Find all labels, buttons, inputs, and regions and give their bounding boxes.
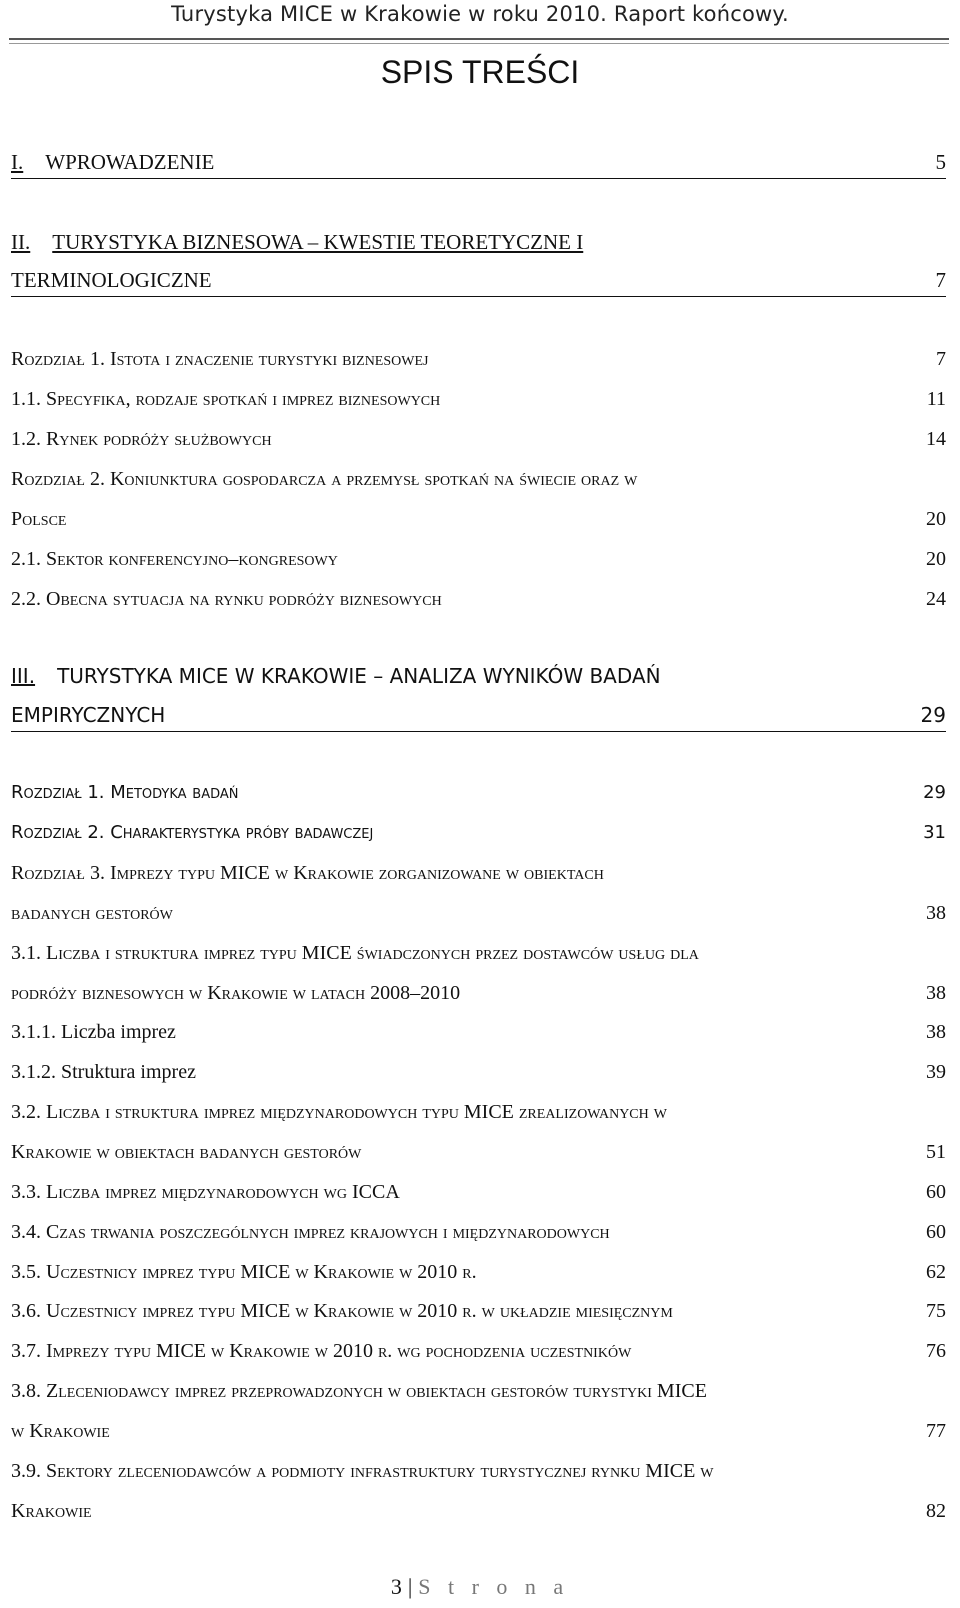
subsection-title: 3.1.1. Liczba imprez — [11, 1021, 176, 1043]
subsection-title: 3.1.2. Struktura imprez — [11, 1061, 196, 1083]
section-title-continued: podróży biznesowych w Krakowie w latach 2008–2010 — [11, 982, 461, 1004]
chapter-title: Rozdział 1. Metodyka badań — [11, 782, 239, 803]
toc-part-3[interactable] — [11, 660, 946, 692]
section-title: 2.2. Obecna sytuacja na rynku podróży biznesowych — [11, 588, 442, 610]
section-title: 3.8. Zleceniodawcy imprez przeprowadzonych w obiektach gestorów turystyki MICE — [11, 1380, 707, 1402]
toc-section[interactable] — [11, 1335, 946, 1367]
part-title-continued: TERMINOLOGICZNE — [11, 268, 212, 292]
page-number: 38 — [926, 902, 946, 924]
section-title: 3.9. Sektory zleceniodawców a podmioty infrastruktury turystycznej rynku MICE w — [11, 1460, 714, 1482]
page-number: 77 — [926, 1420, 946, 1442]
toc-section[interactable] — [11, 937, 946, 969]
part-number: II. — [11, 230, 31, 254]
section-title: 3.4. Czas trwania poszczególnych imprez krajowych i międzynarodowych — [11, 1221, 610, 1243]
section-title: 3.7. Imprezy typu MICE w Krakowie w 2010 r. wg pochodzenia uczestników — [11, 1340, 632, 1362]
toc-chapter[interactable] — [11, 777, 946, 809]
section-title-continued: Krakowie w obiektach badanych gestorów — [11, 1141, 362, 1163]
section-title-continued: Krakowie — [11, 1500, 92, 1522]
page-number: 20 — [926, 508, 946, 530]
toc-section[interactable] — [11, 543, 946, 575]
toc-section[interactable] — [11, 1176, 946, 1208]
toc-part-2[interactable] — [11, 226, 946, 258]
page-number: 29 — [920, 703, 946, 727]
toc-section[interactable] — [11, 1256, 946, 1288]
part-title-continued: EMPIRYCZNYCH — [11, 703, 166, 727]
toc-chapter[interactable] — [11, 817, 946, 849]
toc-chapter-continued[interactable] — [11, 897, 946, 929]
page-number: 7 — [936, 348, 946, 370]
page-number: 20 — [926, 548, 946, 570]
section-title-continued: w Krakowie — [11, 1420, 110, 1442]
toc-chapter[interactable] — [11, 343, 946, 375]
toc-section[interactable] — [11, 1375, 946, 1407]
section-title: 3.6. Uczestnicy imprez typu MICE w Krakowie w 2010 r. w układzie miesięcznym — [11, 1300, 673, 1322]
page-number: 75 — [926, 1300, 946, 1322]
toc-section[interactable] — [11, 1096, 946, 1128]
page-number: 31 — [923, 822, 946, 843]
section-title: 3.5. Uczestnicy imprez typu MICE w Krakowie w 2010 r. — [11, 1261, 477, 1283]
part-title: TURYSTYKA MICE W KRAKOWIE – ANALIZA WYNIKÓW BADAŃ — [57, 664, 661, 688]
toc-part-1[interactable] — [11, 146, 946, 179]
chapter-title-continued: badanych gestorów — [11, 902, 173, 924]
toc-section-continued[interactable] — [11, 1415, 946, 1447]
header-rule — [9, 38, 949, 44]
footer-label: S t r o n a — [418, 1574, 570, 1599]
page-number: 60 — [926, 1181, 946, 1203]
chapter-title: Rozdział 1. Istota i znaczenie turystyki biznesowej — [11, 348, 429, 370]
part-number: III. — [11, 664, 36, 688]
toc-part-2-continued[interactable] — [11, 264, 946, 297]
section-title: 1.2. Rynek podróży służbowych — [11, 428, 272, 450]
toc-section-continued[interactable] — [11, 1136, 946, 1168]
footer-separator: | — [407, 1574, 413, 1599]
page-number: 14 — [926, 428, 946, 450]
section-title: 3.1. Liczba i struktura imprez typu MICE świadczonych przez dostawców usług dla — [11, 942, 699, 964]
toc-section[interactable] — [11, 1295, 946, 1327]
section-title: 2.1. Sektor konferencyjno–kongresowy — [11, 548, 338, 570]
toc-subsection[interactable] — [11, 1056, 946, 1088]
page-number: 24 — [926, 588, 946, 610]
toc-section[interactable] — [11, 1455, 946, 1487]
section-title: 3.2. Liczba i struktura imprez międzynarodowych typu MICE zrealizowanych w — [11, 1101, 667, 1123]
section-title: 1.1. Specyfika, rodzaje spotkań i imprez biznesowych — [11, 388, 441, 410]
toc-part-3-continued[interactable] — [11, 699, 946, 732]
part-number: I. — [11, 150, 24, 174]
chapter-title: Rozdział 2. Koniunktura gospodarcza a przemysł spotkań na świecie oraz w — [11, 468, 638, 490]
toc-chapter[interactable] — [11, 463, 946, 495]
toc-section-continued[interactable] — [11, 1495, 946, 1527]
toc-section[interactable] — [11, 583, 946, 615]
page-number: 62 — [926, 1261, 946, 1283]
chapter-title-continued: Polsce — [11, 508, 67, 530]
toc-chapter-continued[interactable] — [11, 503, 946, 535]
chapter-title: Rozdział 2. Charakterystyka próby badawczej — [11, 822, 374, 843]
page-number: 38 — [926, 1021, 946, 1043]
page-number: 7 — [935, 268, 946, 292]
page-number: 51 — [926, 1141, 946, 1163]
part-title: TURYSTYKA BIZNESOWA – KWESTIE TEORETYCZNE I — [52, 230, 584, 254]
toc-section[interactable] — [11, 1216, 946, 1248]
page-number: 39 — [926, 1061, 946, 1083]
toc-section-continued[interactable] — [11, 977, 946, 1009]
part-title: WPROWADZENIE — [45, 150, 215, 174]
page-number: 29 — [923, 782, 946, 803]
toc-section[interactable] — [11, 423, 946, 455]
page-number: 82 — [926, 1500, 946, 1522]
footer-page-number: 3 — [390, 1574, 402, 1599]
section-title: 3.3. Liczba imprez międzynarodowych wg ICCA — [11, 1181, 400, 1203]
toc-title: SPIS TREŚCI — [380, 54, 580, 90]
page-number: 5 — [935, 150, 946, 174]
page-footer — [0, 1574, 960, 1600]
page-number: 76 — [926, 1340, 946, 1362]
toc-subsection[interactable] — [11, 1016, 946, 1048]
page-number: 60 — [926, 1221, 946, 1243]
chapter-title: Rozdział 3. Imprezy typu MICE w Krakowie zorganizowane w obiektach — [11, 862, 604, 884]
toc-chapter[interactable] — [11, 857, 946, 889]
toc-section[interactable] — [11, 383, 946, 415]
page-number: 11 — [926, 388, 946, 410]
running-header: Turystyka MICE w Krakowie w roku 2010. Raport końcowy. — [171, 2, 789, 26]
page-number: 38 — [926, 982, 946, 1004]
